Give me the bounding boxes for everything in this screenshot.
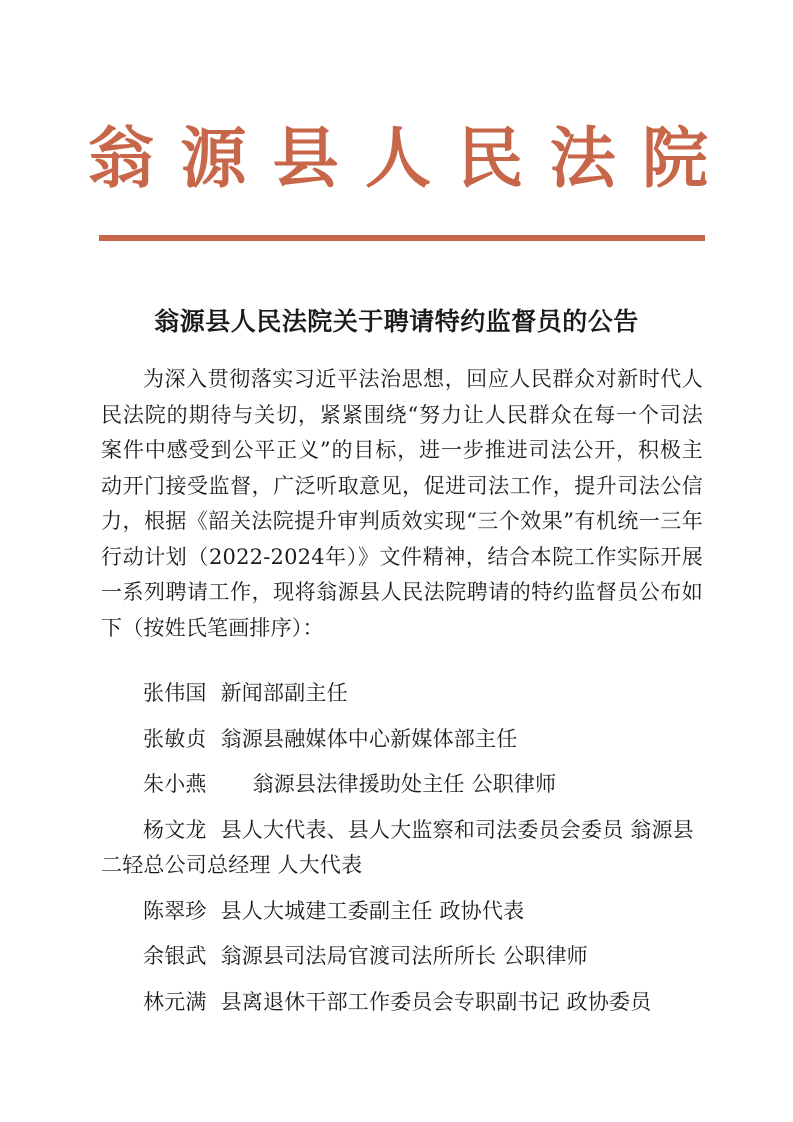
masthead-char: 翁 <box>88 119 154 197</box>
masthead-char: 县 <box>272 119 339 197</box>
member-title: 翁源县法律援助处主任 公职律师 <box>252 772 557 796</box>
list-item <box>101 894 703 930</box>
masthead-char: 法 <box>549 119 616 197</box>
document-title: 翁源县人民法院关于聘请特约监督员的公告 <box>154 307 639 336</box>
masthead-char: 源 <box>180 119 247 197</box>
member-title: 翁源县司法局官渡司法所所长 公职律师 <box>220 944 588 968</box>
masthead-char: 人 <box>364 119 431 197</box>
list-item <box>101 767 703 803</box>
list-item <box>101 813 703 884</box>
announcement-body: 为深入贯彻落实习近平法治思想，回应人民群众对新时代人民法院的期待与关切，紧紧围绕“努力让人民群众在每一个司法案件中感受到公平正义”的目标，进一步推进司法公开，积极主动开门接受监督，广泛听取意见，促进司法工作，提升司法公信力，根据《韶关法院提升审判质效实现“三个效果”有机统一三年行动计划（2022-2024年）》文件精神，结合本院工作实际开展一系列聘请工作，现将翁源县人民法院聘请的特约监督员公布如下（按姓氏笔画排序）： <box>101 367 703 640</box>
masthead-char: 院 <box>641 119 708 197</box>
member-name: 林元满 <box>143 989 207 1014</box>
member-title: 新闻部副主任 <box>220 681 348 705</box>
court-masthead <box>88 118 708 198</box>
supervisor-list <box>101 676 703 1030</box>
member-title: 县人大城建工委副主任 政协代表 <box>220 898 525 923</box>
member-title: 县离退休干部工作委员会专职副书记 政协委员 <box>220 989 652 1014</box>
red-divider <box>99 235 705 241</box>
member-name: 张敏贞 <box>143 726 207 751</box>
member-name: 张伟国 <box>143 681 207 705</box>
list-item <box>101 676 703 712</box>
member-name: 余银武 <box>143 944 207 968</box>
member-name: 杨文龙 <box>143 817 207 842</box>
masthead-char: 民 <box>457 119 524 197</box>
list-item <box>101 939 703 975</box>
list-item <box>101 985 703 1021</box>
member-title: 翁源县融媒体中心新媒体部主任 <box>220 726 518 751</box>
member-name: 朱小燕 <box>143 772 207 796</box>
member-title: 县人大代表、县人大监察和司法委员会委员 翁源县二轻总公司总经理 人大代表 <box>101 817 694 877</box>
member-name: 陈翠珍 <box>143 898 207 923</box>
list-item <box>101 722 703 758</box>
